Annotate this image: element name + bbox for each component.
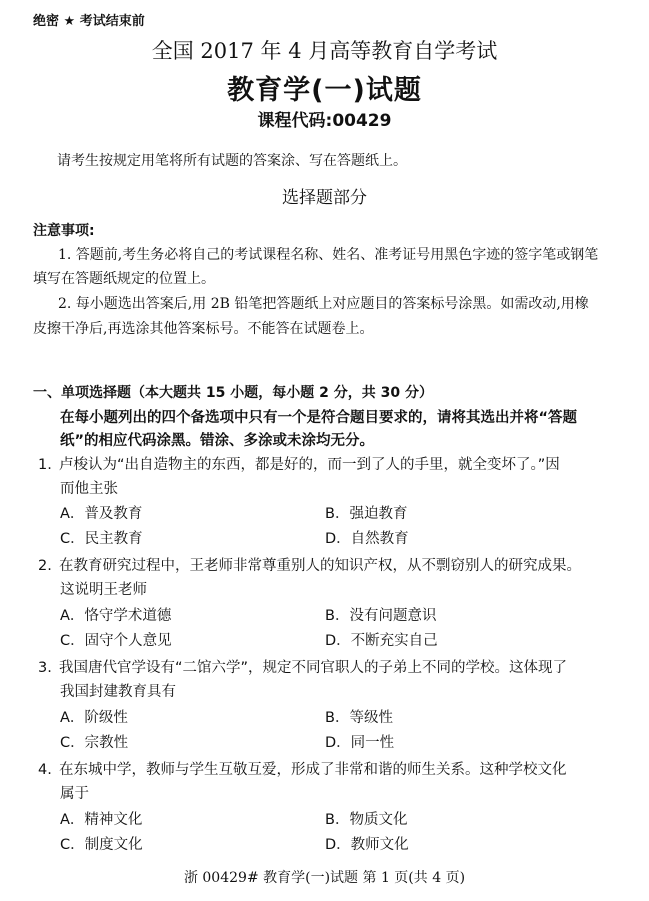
question-number: 4. bbox=[38, 762, 52, 778]
note-line: 1. 答题前,考生务必将自己的考试课程名称、姓名、准考证号用黑色字迹的签字笔或钢笔 bbox=[58, 247, 599, 263]
question-stem-line: 在教育研究过程中，王老师非常尊重别人的知识产权，从不剽窃别人的研究成果。 bbox=[59, 558, 581, 574]
option-c[interactable]: C．宗教性 bbox=[60, 735, 129, 751]
question-stem-line: 我国封建教育具有 bbox=[60, 684, 176, 700]
question-number: 1. bbox=[38, 457, 52, 473]
option-c[interactable]: C．固守个人意见 bbox=[60, 633, 172, 649]
course-code: 课程代码:00429 bbox=[257, 111, 392, 131]
option-a[interactable]: A．阶级性 bbox=[60, 710, 128, 726]
answer-instruction: 请考生按规定用笔将所有试题的答案涂、写在答题纸上。 bbox=[57, 153, 407, 169]
note-line: 皮擦干净后,再选涂其他答案标号。不能答在试题卷上。 bbox=[33, 321, 374, 337]
question-stem-line: 我国唐代官学设有“二馆六学”，规定不同官职人的子弟上不同的学校。这体现了 bbox=[59, 660, 568, 676]
question-stem bbox=[38, 554, 581, 575]
option-b[interactable]: B．强迫教育 bbox=[325, 506, 408, 522]
notes-heading: 注意事项: bbox=[33, 223, 95, 239]
option-a[interactable]: A．精神文化 bbox=[60, 812, 143, 828]
question-stem bbox=[38, 453, 560, 474]
note-line: 2. 每小题选出答案后,用 2B 铅笔把答题纸上对应题目的答案标号涂黑。如需改动,用橡 bbox=[58, 296, 589, 312]
option-d[interactable]: D．同一性 bbox=[325, 735, 395, 751]
part-heading: 一、单项选择题（本大题共 15 小题，每小题 2 分，共 30 分） bbox=[33, 385, 433, 401]
note-line: 填写在答题纸规定的位置上。 bbox=[33, 271, 215, 287]
option-c[interactable]: C．民主教育 bbox=[60, 531, 143, 547]
part-instruction-line: 纸”的相应代码涂黑。错涂、多涂或未涂均无分。 bbox=[60, 433, 375, 449]
option-b[interactable]: B．没有问题意识 bbox=[325, 608, 437, 624]
section-heading: 选择题部分 bbox=[282, 188, 367, 208]
question-stem-line: 这说明王老师 bbox=[60, 582, 147, 598]
option-b[interactable]: B．等级性 bbox=[325, 710, 393, 726]
option-a[interactable]: A．恪守学术道德 bbox=[60, 608, 172, 624]
question-stem-line: 在东城中学，教师与学生互敬互爱，形成了非常和谐的师生关系。这种学校文化 bbox=[59, 762, 567, 778]
option-d[interactable]: D．自然教育 bbox=[325, 531, 409, 547]
option-b[interactable]: B．物质文化 bbox=[325, 812, 408, 828]
page-footer: 浙 00429# 教育学(一)试题 第 1 页(共 4 页) bbox=[183, 870, 466, 886]
option-d[interactable]: D．不断充实自己 bbox=[325, 633, 438, 649]
question-stem bbox=[38, 656, 567, 677]
question-number: 2. bbox=[38, 558, 52, 574]
question-stem-line: 属于 bbox=[60, 786, 89, 802]
question-number: 3. bbox=[38, 660, 52, 676]
question-stem bbox=[38, 758, 567, 779]
option-a[interactable]: A．普及教育 bbox=[60, 506, 143, 522]
question-stem-line: 而他主张 bbox=[60, 481, 118, 497]
part-instruction-line: 在每小题列出的四个备选项中只有一个是符合题目要求的，请将其选出并将“答题 bbox=[60, 410, 578, 426]
exam-title: 全国 2017 年 4 月高等教育自学考试 bbox=[151, 39, 498, 63]
question-stem-line: 卢梭认为“出自造物主的东西，都是好的，而一到了人的手里，就全变坏了。”因 bbox=[59, 457, 560, 473]
option-c[interactable]: C．制度文化 bbox=[60, 837, 143, 853]
paper-title: 教育学(一)试题 bbox=[227, 75, 422, 106]
option-d[interactable]: D．教师文化 bbox=[325, 837, 409, 853]
confidentiality-mark: 绝密 ★ 考试结束前 bbox=[33, 14, 145, 29]
